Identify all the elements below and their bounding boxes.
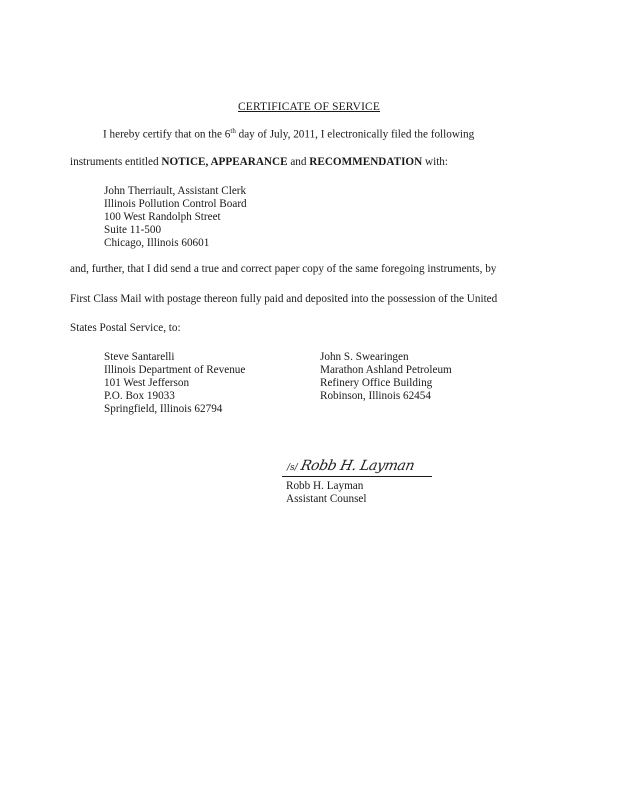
intro-line-2-prefix: instruments entitled [70,156,162,168]
recipient-right-address [320,352,452,404]
recipient-right-line: Refinery Office Building [320,377,433,389]
recipient-left-address [104,352,245,417]
intro-line-2-mid: and [287,156,310,168]
signature-script-name: Robb H. Layman [298,458,416,474]
intro-ordinal-suffix: th [230,127,236,135]
certificate-title: CERTIFICATE OF SERVICE [237,101,381,113]
signer-title: Assistant Counsel [286,493,367,505]
recipient-left-line: P.O. Box 19033 [104,390,175,402]
signer-name: Robb H. Layman [286,480,364,492]
intro-line-1 [103,128,474,141]
clerk-address-line: Illinois Pollution Control Board [104,198,247,210]
clerk-address-line: Chicago, Illinois 60601 [104,237,210,249]
intro-line-1-prefix: I hereby certify that on the 6 [103,128,231,141]
clerk-address-line: John Therriault, Assistant Clerk [104,185,247,197]
recipient-right-line: Marathon Ashland Petroleum [320,364,452,376]
signature-prefix: /s/ [287,463,298,473]
recipient-left-line: Steve Santarelli [104,351,175,363]
recipient-right-line: John S. Swearingen [320,351,409,363]
recipient-left-line: Springfield, Illinois 62794 [104,403,223,415]
recipient-left-line: 101 West Jefferson [104,377,190,389]
intro-line-1-suffix: day of July, 2011, I electronically filed the following [235,128,475,141]
signer-block [286,481,367,507]
intro-line-2-suffix: with: [422,156,449,168]
further-line-1: and, further, that I did send a true and correct paper copy of the same foregoing instruments, by [70,263,497,275]
signature-line [282,476,432,477]
instrument-notice-appearance: NOTICE, APPEARANCE [161,156,288,168]
intro-line-2 [70,157,448,168]
instrument-recommendation: RECOMMENDATION [309,156,423,168]
clerk-address-line: 100 West Randolph Street [104,211,221,223]
clerk-address-block [104,186,247,251]
recipient-left-line: Illinois Department of Revenue [104,364,246,376]
further-line-2: First Class Mail with postage thereon fully paid and deposited into the possession of the United [70,293,498,305]
further-line-3: States Postal Service, to: [70,322,181,334]
recipient-right-line: Robinson, Illinois 62454 [320,390,431,402]
clerk-address-line: Suite 11-500 [104,224,162,236]
electronic-signature [287,459,414,473]
